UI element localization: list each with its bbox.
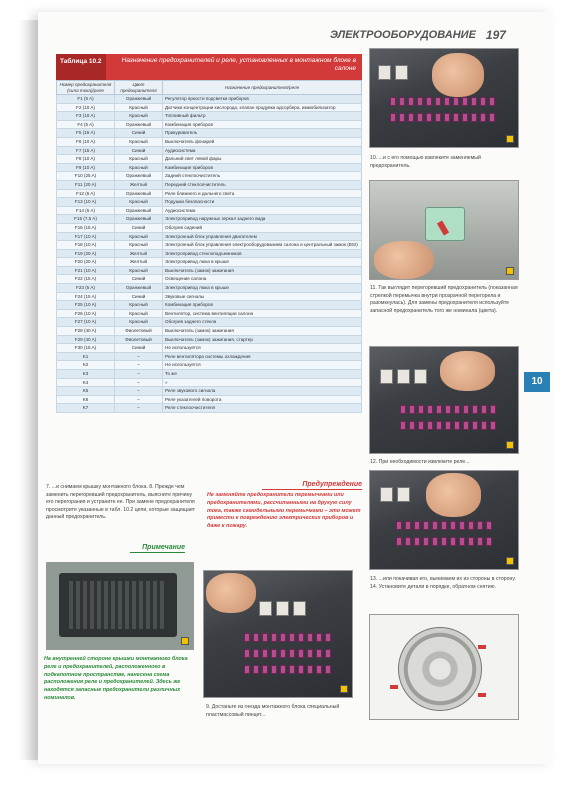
table-row	[57, 352, 362, 361]
fuse-purpose-cell: Обогрев заднего стекла	[163, 318, 362, 327]
fuse-purpose-cell: Реле стеклоочистителя	[163, 404, 362, 413]
fuse-color-cell: Красный	[115, 137, 163, 146]
fuse-purpose-cell: Вентилятор, система вентиляции салона	[163, 309, 362, 318]
hand	[432, 53, 484, 97]
fuse-color-cell: Синий	[115, 146, 163, 155]
fuse-purpose-cell: »	[163, 378, 362, 387]
photo-marker-icon	[506, 441, 514, 449]
fuse-color-cell: –	[115, 378, 163, 387]
table-header-number: Номер предохранителя (сила тока)/реле	[57, 81, 115, 95]
fuse-color-cell: Желтый	[115, 258, 163, 267]
arrow-icon	[478, 645, 486, 649]
page-gutter	[18, 20, 40, 760]
table-title-bar	[56, 54, 362, 80]
chapter-tab: 10	[524, 372, 550, 392]
fuse-number-cell: F28 (40 A)	[57, 327, 115, 336]
table-row	[57, 103, 362, 112]
warning-title: Предупреждение	[262, 481, 362, 490]
fuse-number-cell: F25 (10 A)	[57, 301, 115, 310]
fuse-color-cell: –	[115, 361, 163, 370]
fuse-number-cell: F27 (10 A)	[57, 318, 115, 327]
fuse-color-cell: Синий	[115, 129, 163, 138]
fuse-number-cell: F18 (10 A)	[57, 241, 115, 250]
table-row	[57, 318, 362, 327]
fuse-color-cell: Оранжевый	[115, 120, 163, 129]
fuse-purpose-cell: Электропривод стеклоподъемников	[163, 249, 362, 258]
fuse-purpose-cell: Подушки безопасности	[163, 198, 362, 207]
fuse-number-cell: K6	[57, 395, 115, 404]
fuse-row	[400, 405, 496, 414]
fuse-purpose-cell: Комбинация приборов	[163, 120, 362, 129]
fuse-purpose-cell: Электропривод люка в крыше	[163, 284, 362, 293]
fuse-color-cell: –	[115, 352, 163, 361]
table-row	[57, 129, 362, 138]
table-row	[57, 275, 362, 284]
fuse-color-cell: –	[115, 370, 163, 379]
photo-fusebox-lid	[46, 562, 194, 650]
fuse-number-cell: F26 (10 A)	[57, 309, 115, 318]
table-row	[57, 309, 362, 318]
caption-9: 9. Достаньте из гнезда монтажного блока специальный пластмассовый пинцет...	[206, 704, 340, 718]
fuse-number-cell: K2	[57, 361, 115, 370]
fuse-number-cell: F17 (10 A)	[57, 232, 115, 241]
fuse-color-cell: Красный	[115, 163, 163, 172]
photo-marker-icon	[506, 557, 514, 565]
table-header-purpose: Назначение предохранителя/реле	[163, 81, 362, 95]
hand	[374, 241, 434, 279]
fuse-number-cell: F24 (15 A)	[57, 292, 115, 301]
fuse-number-cell: F22 (15 A)	[57, 275, 115, 284]
fuse-purpose-cell: Аудиосистема	[163, 146, 362, 155]
note-text: На внутренней стороне крышки монтажного блока реле и предохранителей, расположенного в подкапотном пространстве, нанесена схема расположения реле и предохранителей. Здесь же находятся запасные предохранители различных номиналов.	[44, 656, 188, 702]
fuse-purpose-cell: Комбинация приборов	[163, 163, 362, 172]
fuse-number-cell: F13 (10 A)	[57, 198, 115, 207]
fuse-purpose-cell: Реле ближнего и дальнего света	[163, 189, 362, 198]
fuse-purpose-cell: Задний стеклоочиститель	[163, 172, 362, 181]
fuse-purpose-cell: Электропривод наружных зеркал заднего вида	[163, 215, 362, 224]
fuse-number-cell: K1	[57, 352, 115, 361]
fuse-color-cell: Синий	[115, 344, 163, 353]
fuse-purpose-cell: Выключатель (замок) зажигания	[163, 327, 362, 336]
table-row	[57, 266, 362, 275]
fuse-number-cell: F23 (5 A)	[57, 284, 115, 293]
fuse-purpose-cell: Топливный фильтр	[163, 112, 362, 121]
page-header	[330, 27, 506, 43]
fuse-number-cell: K4	[57, 378, 115, 387]
fuse-number-cell: F7 (15 A)	[57, 146, 115, 155]
fuse-color-cell: Оранжевый	[115, 172, 163, 181]
fuse-number-cell: F14 (5 A)	[57, 206, 115, 215]
warning-text: Не заменяйте предохранители перемычками или предохранителями, рассчитанными на другую силу тока, также самодельными перемычками – это может привести к повреждению электрических приборов и даже к пожару.	[207, 492, 361, 530]
fuse-purpose-cell: Электронный блок управления электрооборудованием салона и центральный замок (BSI)	[163, 241, 362, 250]
fuse-purpose-cell: Прикуриватель	[163, 129, 362, 138]
caption-11: 11. Так выглядит перегоревший предохранитель (показанная стрелкой перемычка внутри прозрачной перегорела и разомкнулась). Для замены предохранителя используйте запасной предохранитель того же номинала (цвета).	[370, 285, 518, 314]
fuse-row	[396, 521, 492, 530]
fuse-purpose-cell: Дальний свет левой фары	[163, 155, 362, 164]
table-row	[57, 378, 362, 387]
section-title: ЭЛЕКТРООБОРУДОВАНИЕ	[330, 29, 476, 41]
fuse-purpose-cell: Аудиосистема	[163, 206, 362, 215]
fuse-color-cell: Оранжевый	[115, 95, 163, 104]
fuse-table	[56, 80, 362, 413]
fuse-color-cell: –	[115, 395, 163, 404]
relay	[293, 601, 306, 616]
fuse-purpose-cell: Выключатель (замок) зажигания	[163, 266, 362, 275]
relay	[380, 369, 393, 384]
fuse-number-cell: K5	[57, 387, 115, 396]
table-row	[57, 172, 362, 181]
fuse-number-cell: F4 (5 A)	[57, 120, 115, 129]
fuse-number-cell: F1 (5 A)	[57, 95, 115, 104]
fuse-number-cell: F21 (10 A)	[57, 266, 115, 275]
relay	[397, 369, 410, 384]
fuse-color-cell: Синий	[115, 223, 163, 232]
fuse-row	[396, 537, 492, 546]
fuse-color-cell: Желтый	[115, 249, 163, 258]
caption-13: 13. ...или покачивая его, вынимаем их из стороны в сторону.	[370, 576, 516, 582]
fuse-color-cell: Красный	[115, 232, 163, 241]
alternator	[398, 627, 482, 711]
fuse-row	[244, 649, 331, 658]
fuse-purpose-cell: Передний стеклоочиститель	[163, 180, 362, 189]
fuse-purpose-cell: Обогрев сидений	[163, 223, 362, 232]
fuse-color-cell: Красный	[115, 198, 163, 207]
fuse-number-cell: F16 (15 A)	[57, 223, 115, 232]
fuse-color-cell: Синий	[115, 292, 163, 301]
fuse-number-cell: F12 (5 A)	[57, 189, 115, 198]
fuse-color-cell: Красный	[115, 309, 163, 318]
fuse-number-cell: K7	[57, 404, 115, 413]
table-row	[57, 155, 362, 164]
caption-10: 10. ...и с его помощью извлеките заменяемый предохранитель.	[370, 155, 481, 169]
fuse-number-cell: F29 (40 A)	[57, 335, 115, 344]
fuse-number-cell: F11 (20 A)	[57, 180, 115, 189]
fuse-purpose-cell: Не используется	[163, 344, 362, 353]
fuse-color-cell: Красный	[115, 241, 163, 250]
photo-step-9	[203, 570, 353, 698]
fuse-row	[244, 633, 331, 642]
fuse-row	[390, 113, 495, 122]
table-row	[57, 335, 362, 344]
table-row	[57, 387, 362, 396]
fuse-purpose-cell: Электронный блок управления двигателем	[163, 232, 362, 241]
fuse-number-cell: F15 (7,5 A)	[57, 215, 115, 224]
photo-marker-icon	[506, 267, 514, 275]
photo-step-10	[369, 48, 519, 148]
fuse-purpose-cell: Реле звукового сигнала	[163, 387, 362, 396]
fuse-color-cell: Синий	[115, 275, 163, 284]
table-row	[57, 198, 362, 207]
fuse-purpose-cell: То же	[163, 370, 362, 379]
table-row	[57, 120, 362, 129]
fuse-number-cell: F5 (15 A)	[57, 129, 115, 138]
table-row	[57, 327, 362, 336]
table-row	[57, 370, 362, 379]
table-row	[57, 215, 362, 224]
table-row	[57, 180, 362, 189]
fuse-color-cell: –	[115, 387, 163, 396]
fuse-number-cell: F10 (25 A)	[57, 172, 115, 181]
fuse-color-cell: Красный	[115, 155, 163, 164]
table-caption: Назначение предохранителей и реле, установленных в монтажном блоке в салоне	[121, 57, 356, 73]
relay	[378, 65, 391, 80]
fuse-color-cell: Желтый	[115, 180, 163, 189]
fuse-number-cell: F2 (10 A)	[57, 103, 115, 112]
table-row	[57, 344, 362, 353]
fuse-color-cell: Красный	[115, 318, 163, 327]
table-tag: Таблица 10.2	[56, 54, 106, 80]
fuse-purpose-cell: Не используется	[163, 361, 362, 370]
fuse-color-cell: Фиолетовый	[115, 327, 163, 336]
fuse-purpose-cell: Электропривод люка в крыше	[163, 258, 362, 267]
fuse-color-cell: Красный	[115, 112, 163, 121]
table-row	[57, 112, 362, 121]
fuse-purpose-cell: Датчики концентрации кислорода, клапан продувки адсорбера, иммобилизатор	[163, 103, 362, 112]
table-row	[57, 146, 362, 155]
fuse-number-cell: F6 (10 A)	[57, 137, 115, 146]
hand	[426, 473, 481, 517]
fuse-purpose-cell: Реле вентилятора системы охлаждения	[163, 352, 362, 361]
table-row	[57, 284, 362, 293]
relay	[395, 65, 408, 80]
arrow-icon	[390, 685, 398, 689]
fuse-color-cell: Красный	[115, 103, 163, 112]
fuse-purpose-cell: Регулятор яркости подсветки приборов	[163, 95, 362, 104]
fuse-purpose-cell: Звуковые сигналы	[163, 292, 362, 301]
caption-13-14	[370, 576, 520, 591]
relay	[380, 487, 393, 502]
table-row	[57, 361, 362, 370]
table-row	[57, 241, 362, 250]
fuse-number-cell: F8 (10 A)	[57, 155, 115, 164]
photo-marker-icon	[506, 135, 514, 143]
photo-step-11	[369, 180, 519, 280]
fuse-purpose-cell: Комбинация приборов	[163, 301, 362, 310]
relay	[259, 601, 272, 616]
table-row	[57, 163, 362, 172]
blown-fuse	[425, 207, 465, 241]
hand	[206, 573, 256, 613]
note-title: Примечание	[130, 544, 185, 553]
photo-step-12	[369, 346, 519, 454]
fuse-color-cell: Оранжевый	[115, 215, 163, 224]
table-row	[57, 249, 362, 258]
relay	[397, 487, 410, 502]
fuse-row	[400, 421, 496, 430]
fuse-number-cell: F20 (20 A)	[57, 258, 115, 267]
table-row	[57, 189, 362, 198]
table-row	[57, 137, 362, 146]
photo-marker-icon	[340, 685, 348, 693]
table-row	[57, 95, 362, 104]
relay	[276, 601, 289, 616]
fuse-purpose-cell: Реле указателей поворота	[163, 395, 362, 404]
page-number: 197	[485, 28, 506, 42]
fuse-color-cell: Оранжевый	[115, 206, 163, 215]
fuse-number-cell: K3	[57, 370, 115, 379]
fuse-color-cell: Оранжевый	[115, 189, 163, 198]
photo-marker-icon	[181, 637, 189, 645]
fuse-color-cell: –	[115, 404, 163, 413]
body-text-steps: 7. ...и снимаем крышку монтажного блока. 8. Прежде чем заменить перегоревший предохранитель, выясните причину его перегорания и устраните ее. При замене предохранителя просмотрите указанные в табл. 10.2 цепи, которые защищает данный предохранитель.	[46, 484, 196, 521]
fuse-color-cell: Красный	[115, 266, 163, 275]
table-row	[57, 206, 362, 215]
fuse-purpose-cell: Выключатель фонарей	[163, 137, 362, 146]
caption-12: 12. При необходимости извлеките реле...	[370, 459, 470, 465]
table-row	[57, 232, 362, 241]
table-row	[57, 292, 362, 301]
table-row	[57, 258, 362, 267]
lid-diagram	[69, 581, 167, 629]
fuse-color-cell: Оранжевый	[115, 284, 163, 293]
fuse-purpose-cell: Выключатель (замок) зажигания, стартер	[163, 335, 362, 344]
fuse-row	[244, 665, 331, 674]
table-header-color: Цвет предохранителя	[115, 81, 163, 95]
photo-step-13	[369, 470, 519, 570]
fuse-number-cell: F30 (15 A)	[57, 344, 115, 353]
fuse-number-cell: F3 (10 A)	[57, 112, 115, 121]
table-row	[57, 301, 362, 310]
fuse-row	[390, 97, 495, 106]
table-row	[57, 404, 362, 413]
arrow-icon	[478, 693, 486, 697]
fuse-purpose-cell: Освещение салона	[163, 275, 362, 284]
fuse-number-cell: F9 (10 A)	[57, 163, 115, 172]
fuse-number-cell: F19 (20 A)	[57, 249, 115, 258]
caption-14: 14. Установите детали в порядке, обратном снятию.	[370, 583, 496, 590]
photo-step-14	[369, 614, 519, 720]
hand	[440, 351, 495, 391]
table-row	[57, 395, 362, 404]
table-row	[57, 223, 362, 232]
relay	[414, 369, 427, 384]
fuse-color-cell: Фиолетовый	[115, 335, 163, 344]
fuse-color-cell: Красный	[115, 301, 163, 310]
